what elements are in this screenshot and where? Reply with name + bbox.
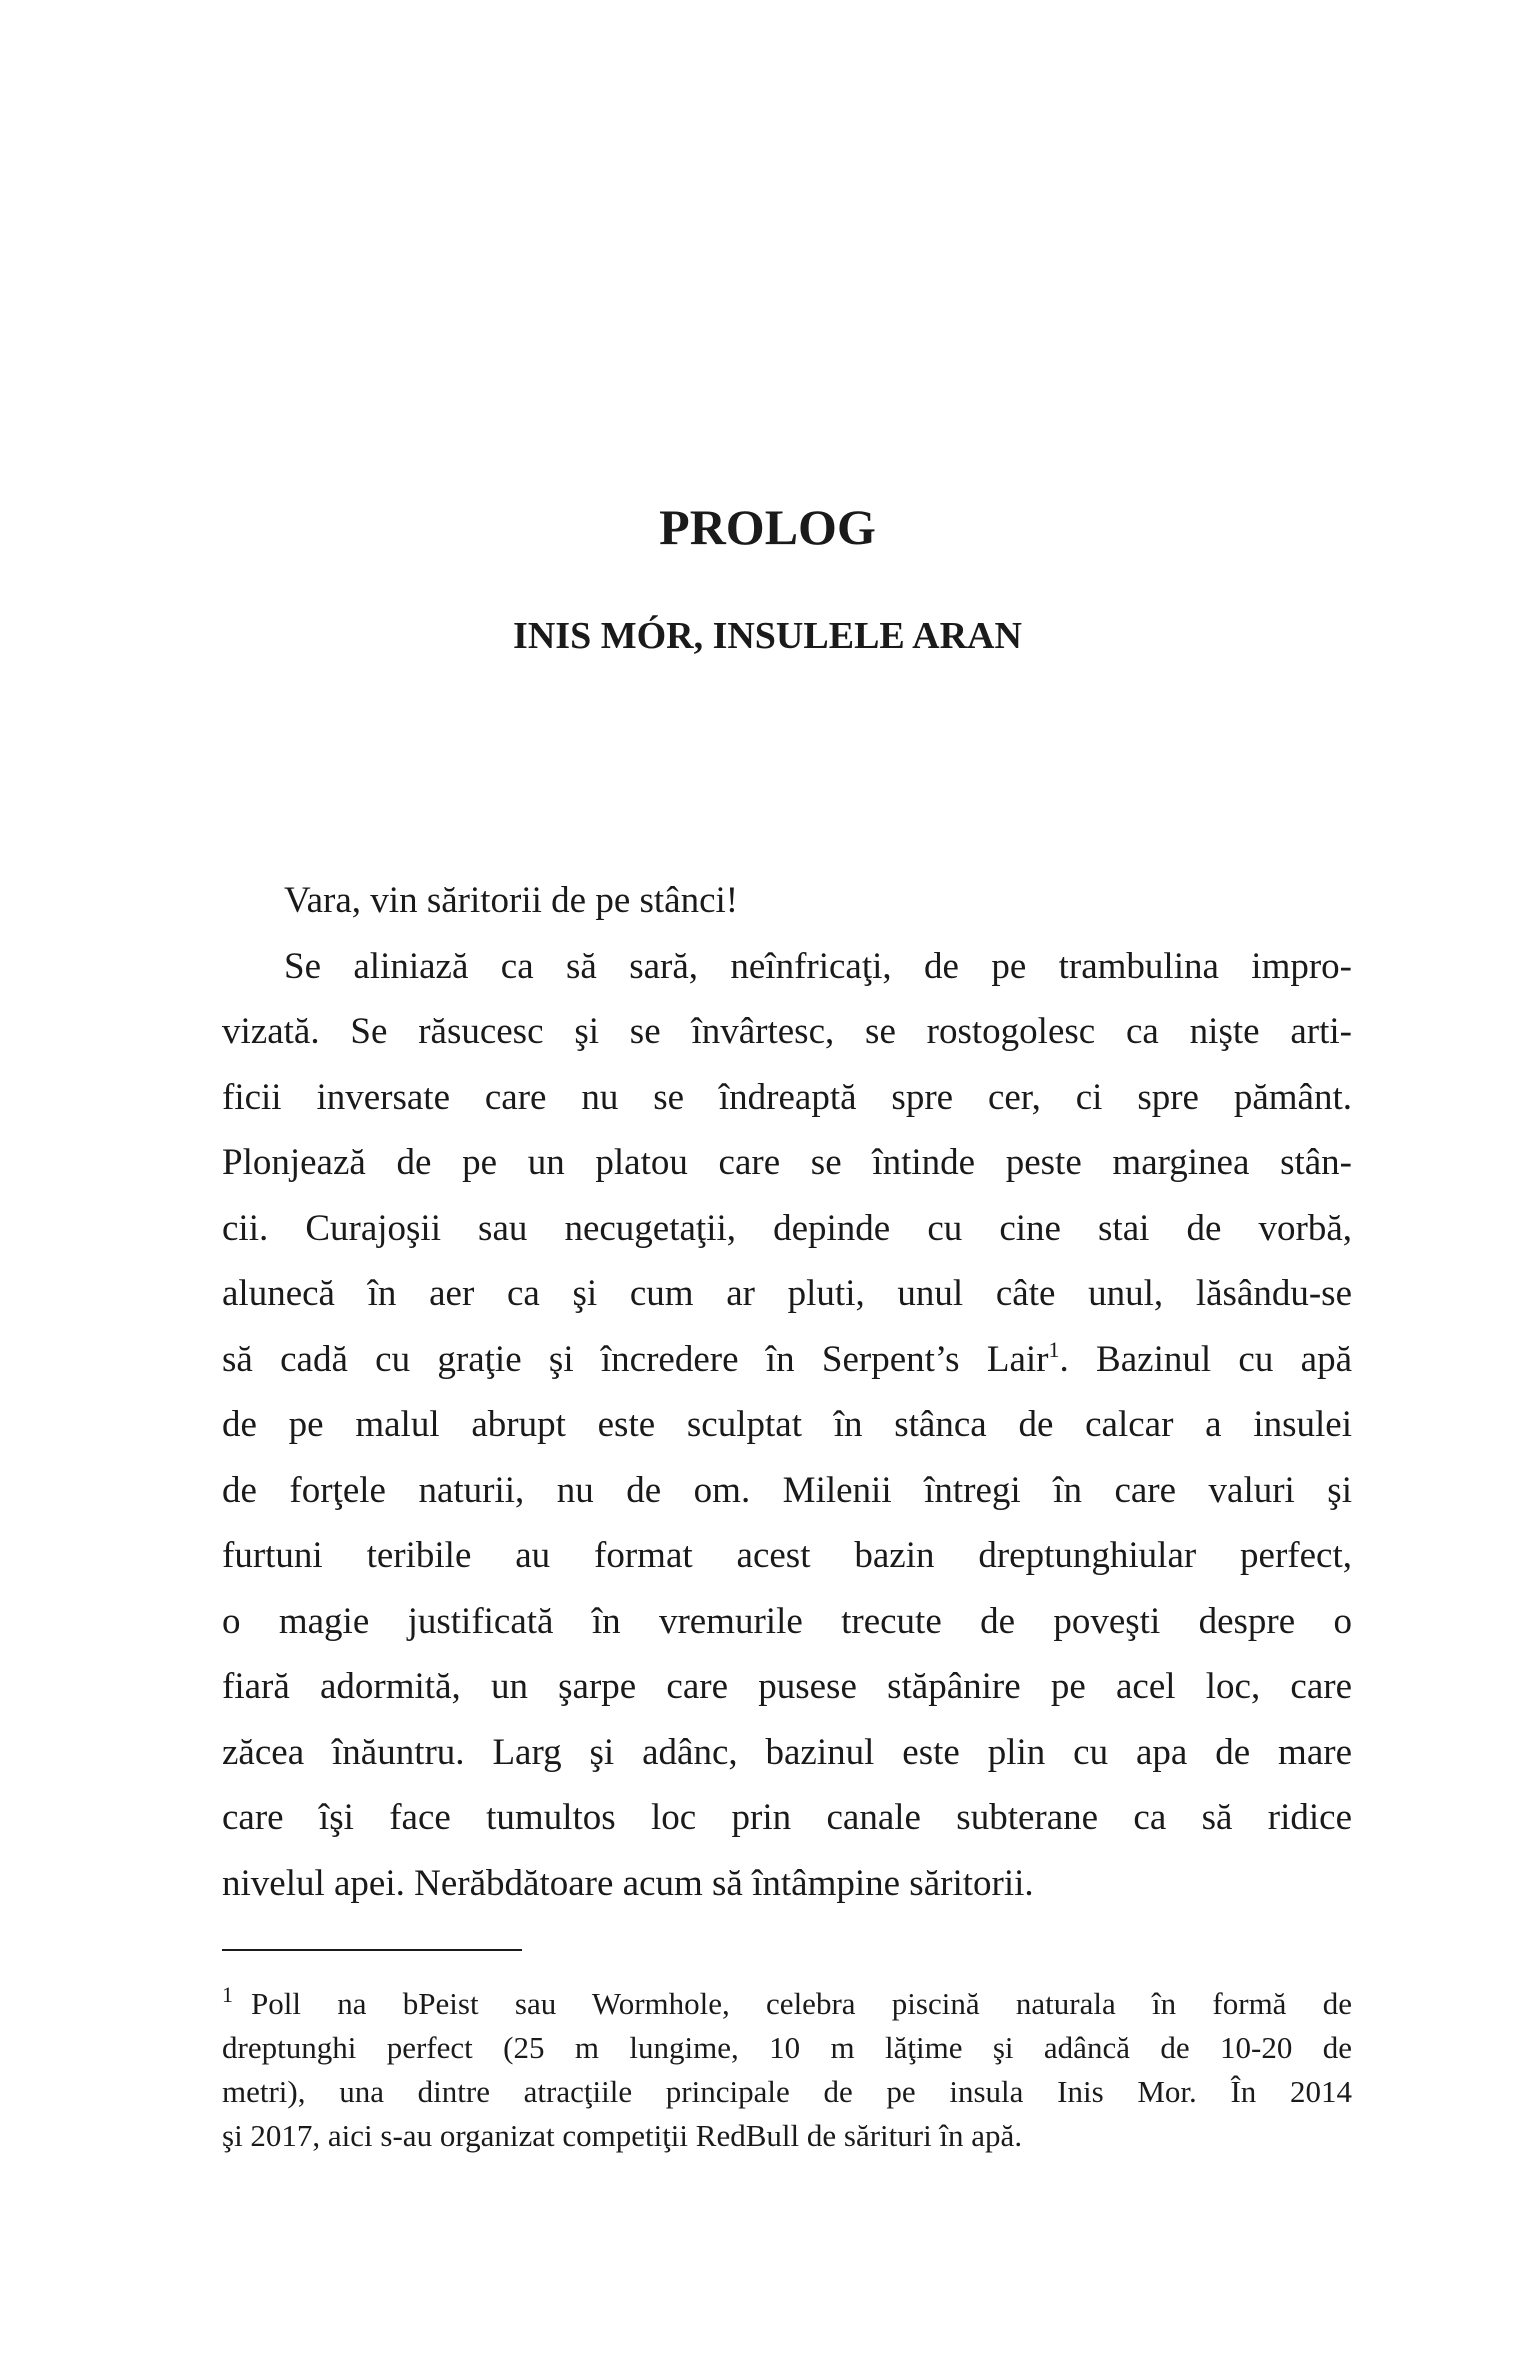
footnote-number: 1 xyxy=(222,1982,233,2007)
footnote-divider xyxy=(222,1949,522,1951)
paragraph-line: furtuni teribile au format acest bazin dreptunghiular perfect, xyxy=(222,1535,1352,1576)
paragraph-line: ficii inversate care nu se îndreaptă spre cer, ci spre pământ. xyxy=(222,1076,1352,1118)
chapter-subtitle: INIS MÓR, INSULELE ARAN xyxy=(513,615,1022,657)
paragraph-line: Plonjează de pe un platou care se întinde peste marginea stân- xyxy=(222,1142,1352,1183)
footnote-reference: 1 xyxy=(1048,1336,1060,1362)
footnote-line: şi 2017, aici s-au organizat competiţii RedBull de sărituri în apă. xyxy=(222,2118,1023,2153)
paragraph-line: cii. Curajoşii sau necugetaţii, depinde cu cine stai de vorbă, xyxy=(222,1207,1352,1249)
footnote xyxy=(222,1984,1352,2160)
paragraph-line: fiară adormită, un şarpe care pusese stăpânire pe acel loc, care xyxy=(222,1666,1352,1707)
paragraph-line: nivelul apei. Nerăbdătoare acum să întâmpine săritorii. xyxy=(222,1862,1034,1904)
paragraph-line: Se aliniază ca să sară, neînfricaţi, de pe trambulina impro- xyxy=(284,945,1352,987)
chapter-title: PROLOG xyxy=(659,499,876,555)
body-text xyxy=(222,876,1352,1924)
footnote-text: Poll na bPeist sau Wormhole, celebra piscină naturala în formă de xyxy=(251,1986,1352,2021)
line-text: . Bazinul cu apă xyxy=(1059,1338,1352,1380)
paragraph-line: de pe malul abrupt este sculptat în stânca de calcar a insulei xyxy=(222,1404,1352,1445)
paragraph-line: de forţele naturii, nu de om. Milenii întregi în care valuri şi xyxy=(222,1469,1352,1511)
line-text: să cadă cu graţie şi încredere în Serpent’s Lair xyxy=(222,1338,1049,1380)
paragraph-line: Vara, vin săritorii de pe stânci! xyxy=(284,880,739,921)
paragraph-line: alunecă în aer ca şi cum ar pluti, unul câte unul, lăsându-se xyxy=(222,1273,1352,1314)
paragraph-line: vizată. Se răsucesc şi se învârtesc, se rostogolesc ca nişte arti- xyxy=(222,1011,1352,1052)
paragraph-line: o magie justificată în vremurile trecute de poveşti despre o xyxy=(222,1600,1352,1642)
paragraph-line xyxy=(222,1335,1352,1401)
footnote-line: metri), una dintre atracţiile principale de pe insula Inis Mor. În 2014 xyxy=(222,2074,1352,2109)
footnote-line: dreptunghi perfect (25 m lungime, 10 m lăţime şi adâncă de 10-20 de xyxy=(222,2030,1352,2065)
paragraph-line: care îşi face tumultos loc prin canale subterane ca să ridice xyxy=(222,1797,1352,1838)
paragraph-line: zăcea înăuntru. Larg şi adânc, bazinul este plin cu apa de mare xyxy=(222,1731,1352,1773)
footnote-line xyxy=(222,1984,1352,2028)
